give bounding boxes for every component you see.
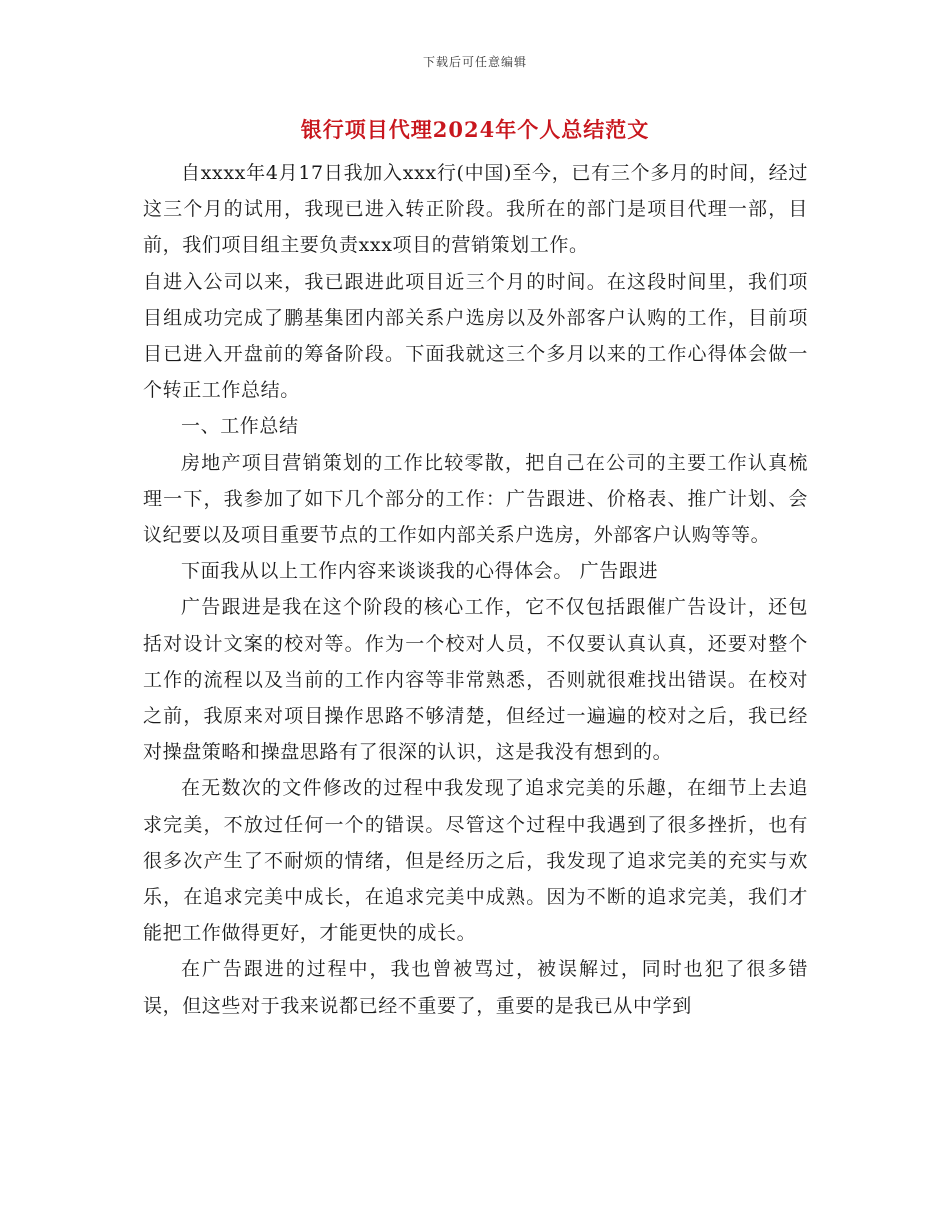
paragraph-work-overview: 房地产项目营销策划的工作比较零散，把自己在公司的主要工作认真梳理一下，我参加了如下几个部分的工作：广告跟进、价格表、推广计划、会议纪要以及项目重要节点的工作如内部关系户选房，外部客户认购等等。 bbox=[143, 451, 808, 547]
paragraph-pursuit-of-perfection: 在无数次的文件修改的过程中我发现了追求完美的乐趣，在细节上去追求完美，不放过任何一个的错误。尽管这个过程中我遇到了很多挫折，也有很多次产生了不耐烦的情绪，但是经历之后，我发现了追求完美的充实与欢乐，在追求完美中成长，在追求完美中成熟。因为不断的追求完美，我们才能把工作做得更好，才能更快的成长。 bbox=[143, 777, 808, 945]
document-body bbox=[143, 155, 808, 1024]
paragraph-ad-followup: 广告跟进是我在这个阶段的核心工作，它不仅包括跟催广告设计，还包括对设计文案的校对等。作为一个校对人员，不仅要认真认真，还要对整个工作的流程以及当前的工作内容等非常熟悉，否则就很难找出错误。在校对之前，我原来对项目操作思路不够清楚，但经过一遍遍的校对之后，我已经对操盘策略和操盘思路有了很深的认识，这是我没有想到的。 bbox=[143, 596, 808, 764]
header-note: 下载后可任意编辑 bbox=[422, 55, 527, 69]
paragraph-transition-ad-followup: 下面我从以上工作内容来谈谈我的心得体会。 广告跟进 bbox=[181, 560, 659, 583]
paragraph-lessons: 在广告跟进的过程中，我也曾被骂过，被误解过，同时也犯了很多错误，但这些对于我来说都已经不重要了，重要的是我已从中学到 bbox=[143, 958, 808, 1017]
paragraph-intro: 自xxxx年4月17日我加入xxx行(中国)至今，已有三个多月的时间，经过这三个月的试用，我现已进入转正阶段。我所在的部门是项目代理一部，目前，我们项目组主要负责xxx项目的营销策划工作。 自进入公司以来，我已跟进此项目近三个月的时间。在这段时间里，我们项目组成功完成了鹏基集团内部关系户选房以及外部客户认购的工作，目前项目已进入开盘前的筹备阶段。下面我就这三个多月以来的工作心得体会做一个转正工作总结。 bbox=[143, 162, 808, 402]
section-heading-work-summary: 一、工作总结 bbox=[181, 415, 299, 438]
document-title: 银行项目代理2024年个人总结范文 bbox=[300, 117, 650, 142]
